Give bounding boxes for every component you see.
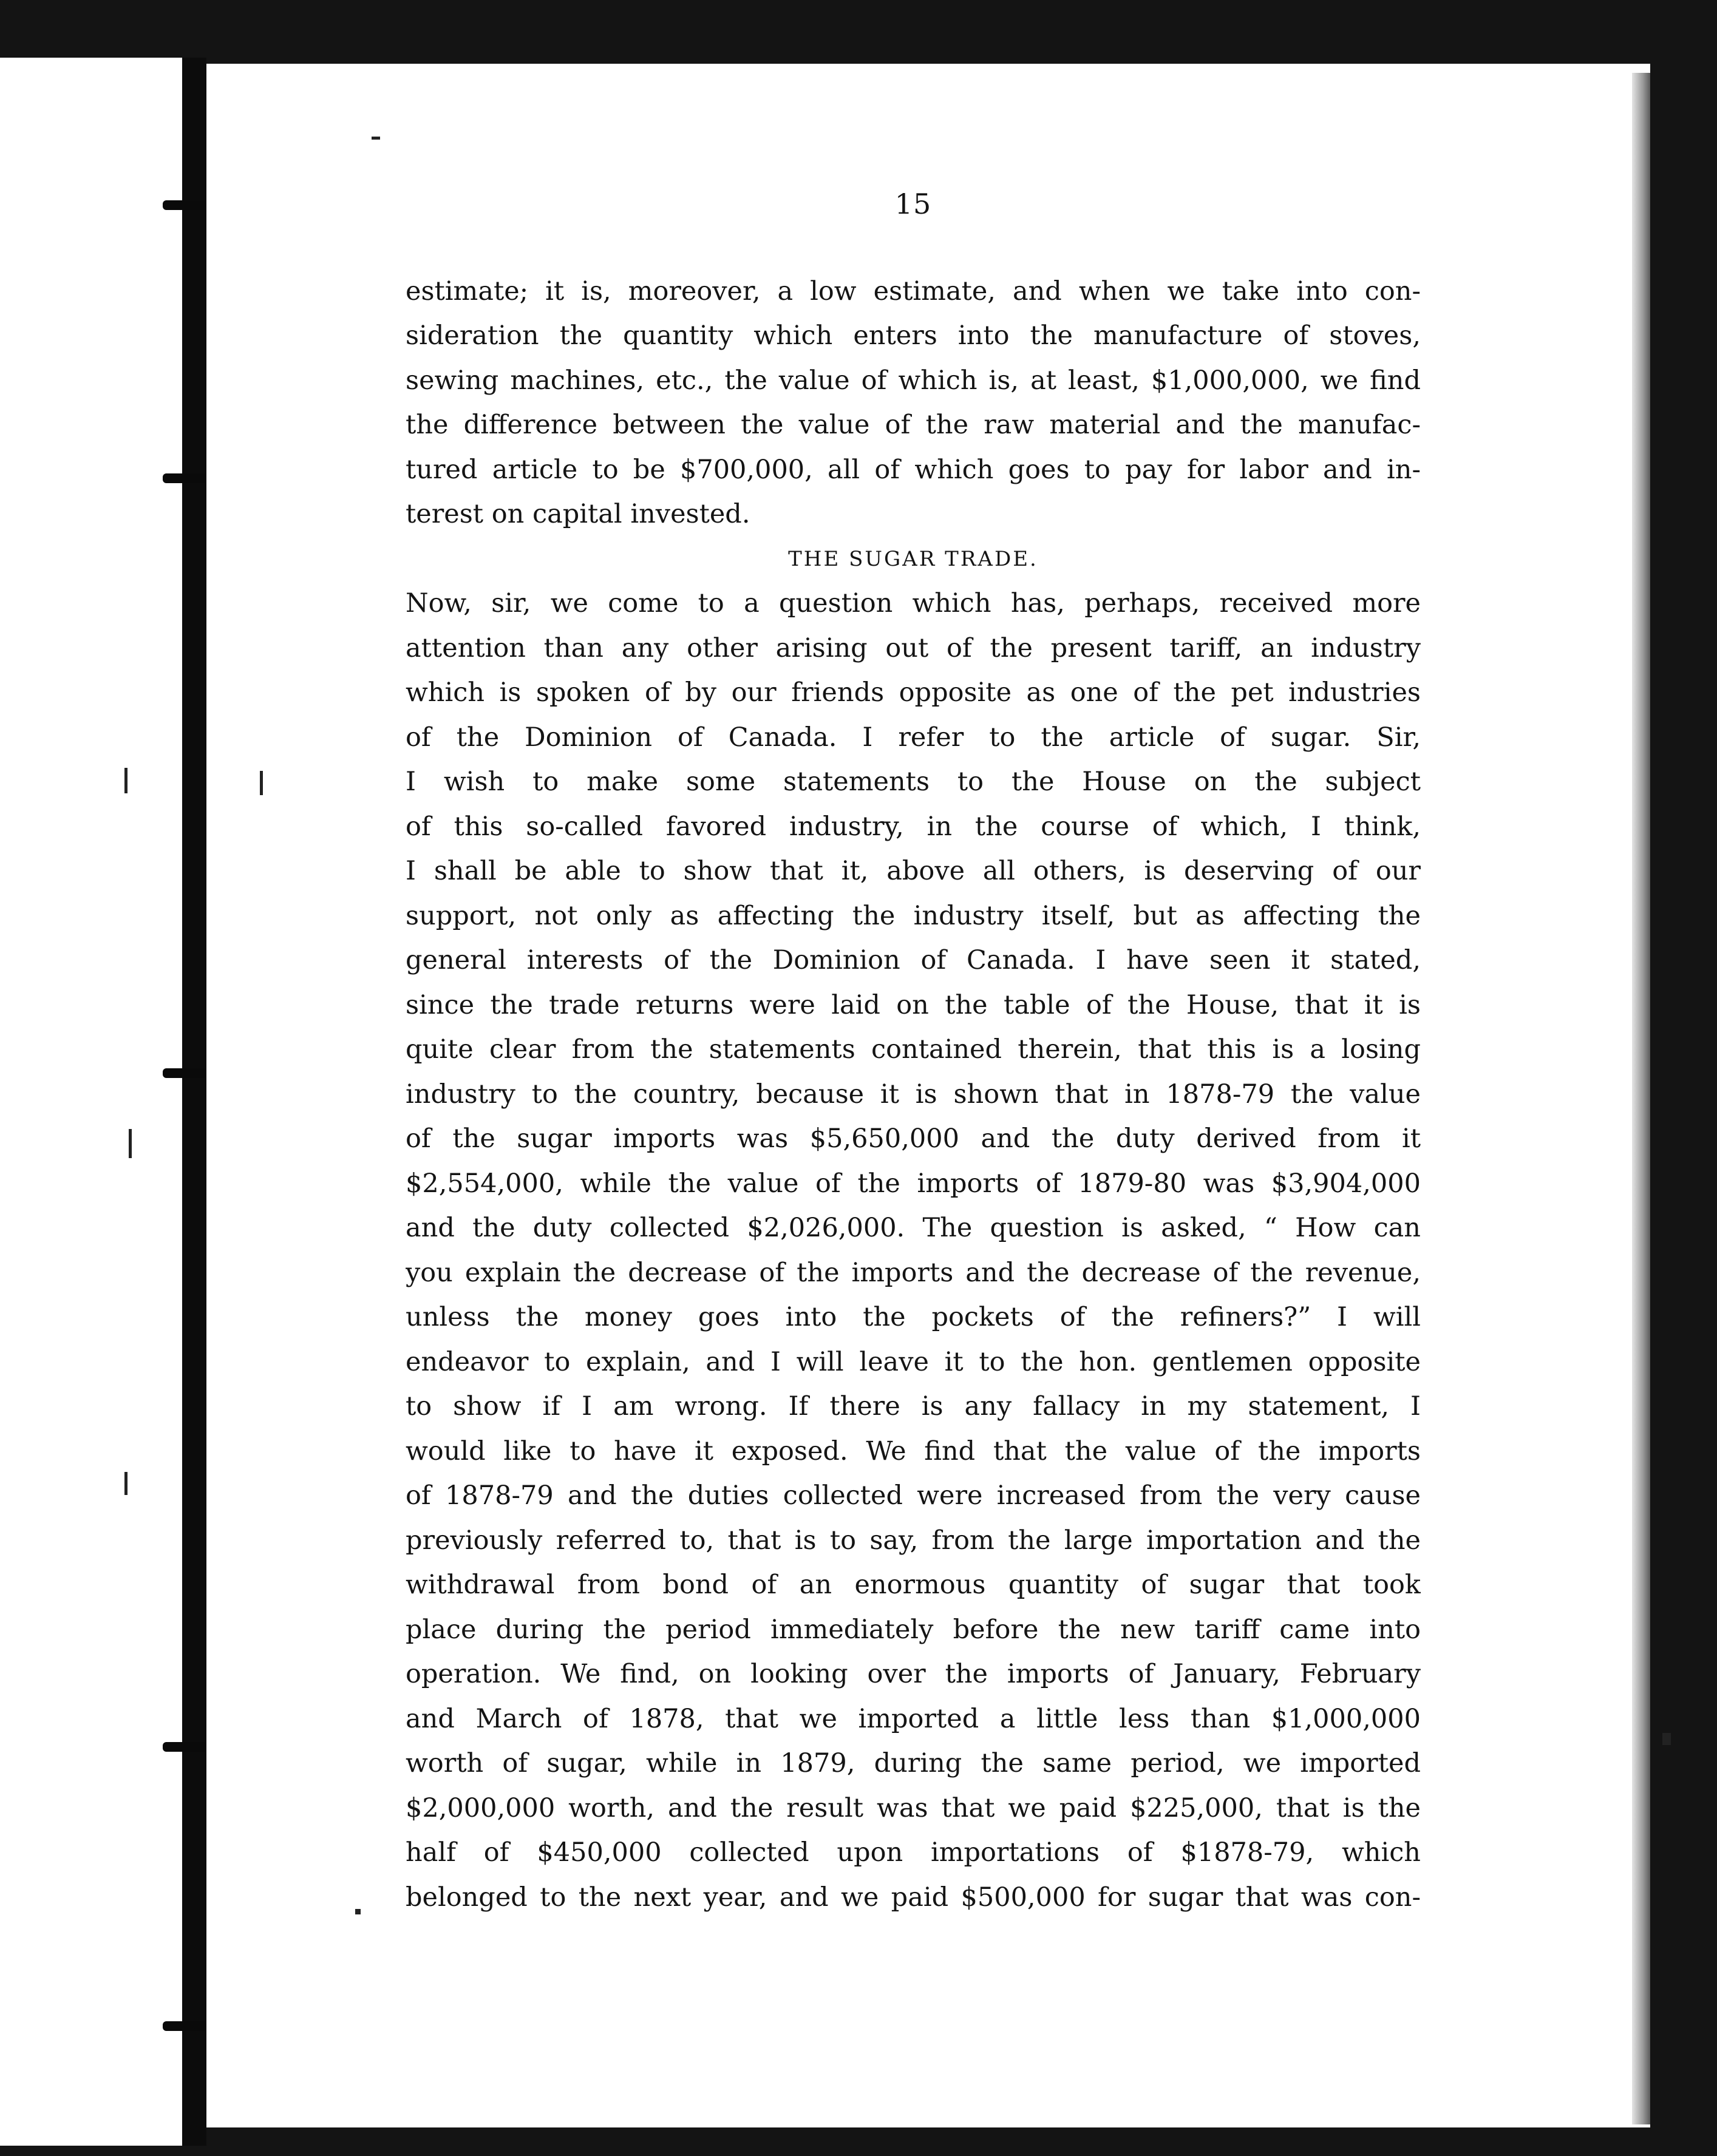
text-line: tured article to be $700,000, all of which goes to pay for labor and in- [406,454,1421,485]
facing-blank-page [0,58,193,2146]
text-line: $2,000,000 worth, and the result was that we paid $225,000, that is the [406,1792,1421,1823]
text-line: previously referred to, that is to say, from the large importation and the [406,1525,1421,1556]
paragraph-sugar-trade [406,581,1421,1920]
text-line: and March of 1878, that we imported a little less than $1,000,000 [406,1703,1421,1734]
text-line: place during the period immediately before the new tariff came into [406,1614,1421,1645]
text-line: $2,554,000, while the value of the imports of 1879-80 was $3,904,000 [406,1168,1421,1199]
paragraph-before-heading [406,270,1421,537]
page-edge-shadow [1632,73,1650,2124]
text-line: of this so-called favored industry, in the course of which, I think, [406,811,1421,842]
text-line: endeavor to explain, and I will leave it to the hon. gentlemen opposite [406,1346,1421,1377]
scan-speck [372,137,380,140]
text-line: sewing machines, etc., the value of which is, at least, $1,000,000, we find [406,365,1421,396]
text-line: and the duty collected $2,026,000. The question is asked, “ How can [406,1213,1421,1243]
text-line: since the trade returns were laid on the table of the House, that it is [406,989,1421,1020]
text-line: half of $450,000 collected upon importations of $1878-79, which [406,1837,1421,1868]
text-line: would like to have it exposed. We find that the value of the imports [406,1436,1421,1466]
page-number: 15 [894,188,932,220]
scan-speck [260,771,263,795]
scan-speck [124,1472,127,1495]
text-line: industry to the country, because it is shown that in 1878-79 the value [406,1079,1421,1110]
text-line: sideration the quantity which enters into the manufacture of stoves, [406,320,1421,351]
text-line: which is spoken of by our friends opposite as one of the pet industries [406,677,1421,708]
scan-speck [124,768,127,793]
text-line: of the sugar imports was $5,650,000 and the duty derived from it [406,1124,1421,1154]
text-line: withdrawal from bond of an enormous quantity of sugar that took [406,1570,1421,1600]
text-line: you explain the decrease of the imports and the decrease of the revenue, [406,1257,1421,1288]
text-line: unless the money goes into the pockets of the refiners?” I will [406,1302,1421,1332]
text-line: estimate; it is, moreover, a low estimate, and when we take into con- [406,276,1421,307]
text-line: of the Dominion of Canada. I refer to the article of sugar. Sir, [406,722,1421,753]
text-line: operation. We find, on looking over the imports of January, February [406,1659,1421,1689]
scan-speck [129,1129,132,1158]
section-heading: THE SUGAR TRADE. [788,546,1038,571]
text-line: general interests of the Dominion of Canada. I have seen it stated, [406,945,1421,975]
text-line: I wish to make some statements to the House on the subject [406,767,1421,797]
text-line: worth of sugar, while in 1879, during the same period, we imported [406,1748,1421,1778]
text-line: the difference between the value of the raw material and the manufac- [406,410,1421,440]
text-line: of 1878-79 and the duties collected were increased from the very cause [406,1480,1421,1511]
text-line: belonged to the next year, and we paid $500,000 for sugar that was con- [406,1882,1421,1913]
scan-speck [1662,1733,1671,1745]
text-line: terest on capital invested. [406,499,750,529]
text-line: I shall be able to show that it, above all others, is deserving of our [406,856,1421,886]
page-text-block [406,182,1421,1920]
text-line: quite clear from the statements contained therein, that this is a losing [406,1034,1421,1065]
text-line: to show if I am wrong. If there is any fallacy in my statement, I [406,1391,1421,1422]
book-binding [182,58,206,2146]
text-line: support, not only as affecting the industry itself, but as affecting the [406,900,1421,931]
text-line: attention than any other arising out of the present tariff, an industry [406,632,1421,663]
text-line: Now, sir, we come to a question which has, perhaps, received more [406,588,1421,619]
scan-speck [355,1909,361,1914]
